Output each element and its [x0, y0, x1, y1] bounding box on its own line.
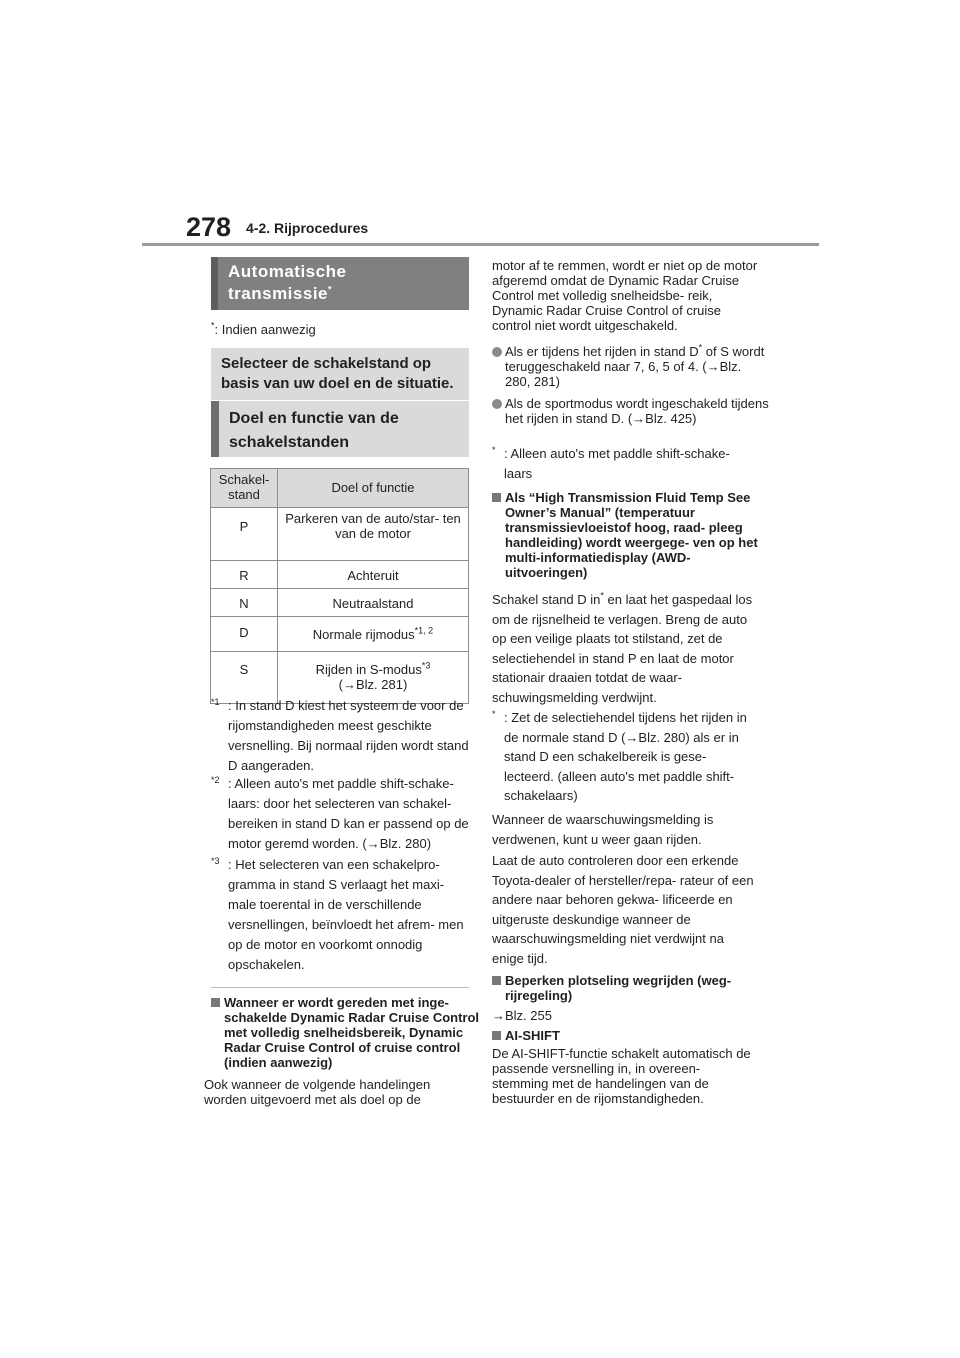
cell-function-sup: *1, 2 [414, 625, 434, 636]
square-bullet-icon [211, 998, 220, 1007]
table-header-row [211, 469, 469, 508]
section-title-fluid-temp [492, 490, 771, 580]
footnote-text: : In stand D kiest het systeem de voor de rijomstandigheden meest geschikte versnelling. Bij normaal rijden wordt stand D aangeraden. [228, 698, 469, 773]
footnote-text: : Alleen auto's met paddle shift-schake- laars: door het selecteren van schakel- bereiken in stand D kan er passend op de motor geremd worden. (→Blz. 280) [228, 776, 469, 851]
circle-bullet-icon [492, 399, 502, 409]
note-selector: * : Zet de selectiehendel tijdens het rijden in de normale stand D (→Blz. 280) als er in stand D een schakelbereik is gese- lecteerd. (alleen auto's met paddle shift- schakelaars) [492, 708, 758, 806]
note-text: : Alleen auto's met paddle shift-schake- laars [504, 446, 730, 481]
heading-line2: transmissie [228, 284, 328, 303]
cell-function-sup: *3 [421, 660, 431, 671]
body-text: Schakel stand D in [492, 592, 601, 607]
col-header-function: Doel of functie [278, 469, 469, 508]
cell-function-text: Rijden in S-modus [315, 662, 422, 677]
square-bullet-icon [492, 976, 501, 985]
note-text: : Zet de selectiehendel tijdens het rijden in de normale stand D (→Blz. 280) als er in stand D een schakelbereik is gese- lecteerd. (alleen auto's met paddle shift- schakelaars) [504, 710, 747, 803]
col-header-position: Schakel- stand [211, 469, 278, 508]
table-row [211, 617, 469, 652]
heading-line1: Automatische [228, 262, 347, 281]
cell-function: Neutraalstand [278, 589, 469, 617]
section-heading-automatische-transmissie [211, 257, 469, 310]
paragraph-resume: Wanneer de waarschuwingsmelding is verdwenen, kunt u weer gaan rijden. [492, 812, 714, 847]
subheading-purpose: Doel en functie van de schakelstanden [211, 401, 469, 457]
shift-position-table [210, 468, 469, 704]
cell-position: R [211, 561, 278, 589]
square-bullet-icon [492, 493, 501, 502]
footnote-3: *3 : Het selecteren van een schakelpro- gramma in stand S verlaagt het maxi- male toerental in de verschillende versnellingen, beïnvloedt het afrem- men op de motor en voorkomt onnodig opschakelen. [211, 855, 469, 975]
subheading-select: Selecteer de schakelstand op basis van uw doel en de situatie. [211, 348, 469, 400]
fluid-temp-body [492, 590, 758, 707]
bullet-item-2 [492, 396, 769, 426]
cell-position: D [211, 617, 278, 652]
paragraph-dealer: Laat de auto controleren door een erkende Toyota-dealer of hersteller/repa- rateur of een andere naar behoren gekwa- lificeerde en uitgeruste deskundige wanneer de waarschuwingsmelding niet verdwijnt na enige tijd. [492, 853, 754, 966]
note-paddle-shift: * : Alleen auto's met paddle shift-schake- laars [492, 444, 758, 484]
bullet-text: Als de sportmodus wordt ingeschakeld tijdens het rijden in stand D. (→Blz. 425) [505, 396, 769, 426]
indien-note [211, 320, 316, 340]
indien-mark: * [211, 320, 215, 331]
section-title-text: AI-SHIFT [505, 1028, 560, 1043]
section-title-drive-start [492, 973, 771, 1003]
cell-function: Parkeren van de auto/star- ten van de motor [278, 508, 469, 561]
bullet-text-post: of S wordt teruggeschakeld naar 7, 6, 5 of 4. (→Blz. 280, 281) [505, 344, 765, 389]
table-row [211, 561, 469, 589]
heading-sup: * [328, 284, 333, 295]
bullet-item-1 [492, 344, 769, 389]
separator-line [211, 987, 469, 988]
drive-start-ref: →Blz. 255 [492, 1008, 552, 1023]
cell-position: P [211, 508, 278, 561]
table-row [211, 508, 469, 561]
circle-bullet-icon [492, 347, 502, 357]
ai-shift-body: De AI-SHIFT-functie schakelt automatisch de passende versnelling in, in overeen- stemming met de handelingen van de bestuurder en de rijomstandigheden. [492, 1046, 751, 1106]
chapter-title: 4-2. Rijprocedures [246, 220, 369, 236]
bullet-sup: * [698, 342, 703, 353]
footnote-2: *2 : Alleen auto's met paddle shift-schake- laars: door het selecteren van schakel- bereiken in stand D kan er passend op de motor geremd worden. (→Blz. 280) [211, 774, 469, 854]
section-title-cruise [211, 995, 486, 1070]
cell-function-ref: (→Blz. 281) [338, 677, 408, 692]
table-row [211, 589, 469, 617]
footnote-1: *1 : In stand D kiest het systeem de voor de rijomstandigheden meest geschikte versnelling. Bij normaal rijden wordt stand D aangeraden. [211, 696, 469, 776]
section-body-cruise: Ook wanneer de volgende handelingen worden uitgevoerd met als doel op de [204, 1077, 431, 1107]
square-bullet-icon [492, 1031, 501, 1040]
cell-position: S [211, 652, 278, 704]
section-title-text: Als “High Transmission Fluid Temp See Owner’s Manual” (temperatuur transmissievloeistof hoog, raad- pleeg handleiding) wordt weergege- ven op het multi-informatiedisplay (AWD-uitvoeringen) [505, 490, 758, 580]
section-title-text: Beperken plotseling wegrijden (weg- rijregeling) [505, 973, 732, 1003]
indien-text: : Indien aanwezig [214, 322, 316, 337]
body-text-post: en laat het gaspedaal los om de rijsnelheid te verlagen. Breng de auto op een veilige plaats tot stilstand, zet de selectiehendel in stand P en laat de motor stationair draaien totdat de waar- schuwingsmelding verdwijnt. [492, 592, 753, 705]
bullet-text: Als er tijdens het rijden in stand D [505, 344, 699, 359]
footnote-text: : Het selecteren van een schakelpro- gramma in stand S verlaagt het maxi- male toerental in de verschillende versnellingen, beïnvloedt het afrem- men op de motor en voorkomt onnodig opschakelen. [228, 857, 464, 972]
cell-function-text: Normale rijmodus [312, 627, 415, 642]
body-sup: * [600, 590, 604, 601]
cell-position: N [211, 589, 278, 617]
page-number: 278 [186, 212, 232, 242]
header-rule [142, 243, 819, 246]
continuation-paragraph: motor af te remmen, wordt er niet op de motor afgeremd omdat de Dynamic Radar Cruise Control met volledig snelheidsbe- reik, Dynamic Radar Cruise Control of cruise control niet wordt uitgeschakeld. [492, 258, 758, 333]
cell-function [278, 617, 469, 652]
cell-function: Achteruit [278, 561, 469, 589]
section-title-text: Wanneer er wordt gereden met inge- schakelde Dynamic Radar Cruise Control met volledig snelheidsbereik, Dynamic Radar Cruise Control of cruise control (indien aanwezig) [224, 995, 480, 1070]
section-title-ai-shift [492, 1028, 771, 1043]
